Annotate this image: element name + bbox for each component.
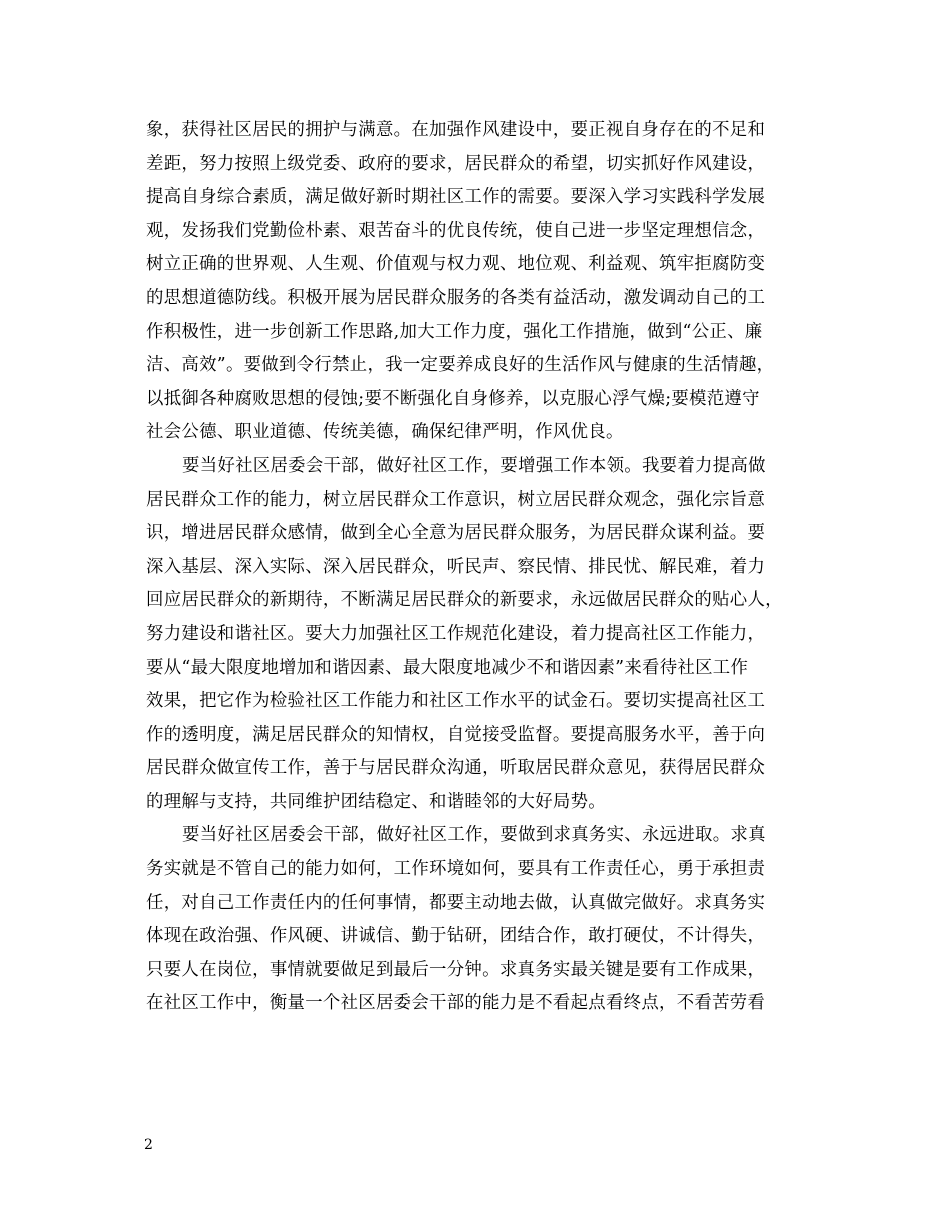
text-line: 任，对自己工作责任内的任何事情，都要主动地去做，认真做完做好。求真务实 bbox=[146, 892, 766, 913]
text-line: 观，发扬我们党勤俭朴素、艰苦奋斗的优良传统，使自己进一步坚定理想信念， bbox=[146, 220, 766, 241]
text-line: 体现在政治强、作风硬、讲诚信、勤于钻研，团结合作，敢打硬仗，不计得失， bbox=[146, 926, 766, 947]
paragraph-start-line: 要当好社区居委会干部，做好社区工作，要做到求真务实、永远进取。求真 bbox=[182, 825, 766, 846]
text-line: 居民群众做宣传工作，善于与居民群众沟通，听取居民群众意见，获得居民群众 bbox=[146, 758, 766, 779]
text-line: 居民群众工作的能力，树立居民群众工作意识，树立居民群众观念，强化宗旨意 bbox=[146, 489, 766, 510]
page-number: 2 bbox=[144, 1137, 153, 1153]
text-line: 洁、高效”。要做到令行禁止，我一定要养成良好的生活作风与健康的生活情趣， bbox=[146, 355, 775, 376]
text-line: 务实就是不管自己的能力如何，工作环境如何，要具有工作责任心，勇于承担责 bbox=[146, 859, 766, 880]
text-line: 社会公德、职业道德、传统美德，确保纪律严明，作风优良。 bbox=[146, 422, 624, 443]
text-line: 差距，努力按照上级党委、政府的要求，居民群众的希望，切实抓好作风建设， bbox=[146, 153, 766, 174]
text-line: 努力建设和谐社区。要大力加强社区工作规范化建设，着力提高社区工作能力， bbox=[146, 623, 766, 644]
text-line: 深入基层、深入实际、深入居民群众，听民声、察民情、排民忧、解民难，着力 bbox=[146, 556, 766, 577]
text-line: 要从“最大限度地增加和谐因素、最大限度地减少不和谐因素”来看待社区工作 bbox=[146, 657, 749, 678]
text-line: 效果，把它作为检验社区工作能力和社区工作水平的试金石。要切实提高社区工 bbox=[146, 691, 766, 712]
body-text bbox=[146, 114, 816, 1021]
text-line: 回应居民群众的新期待，不断满足居民群众的新要求，永远做居民群众的贴心人， bbox=[146, 590, 783, 611]
text-line: 识，增进居民群众感情，做到全心全意为居民群众服务，为居民群众谋利益。要 bbox=[146, 523, 766, 544]
text-line: 在社区工作中，衡量一个社区居委会干部的能力是不看起点看终点，不看苦劳看 bbox=[146, 993, 766, 1014]
paragraph-start-line: 要当好社区居委会干部，做好社区工作，要增强工作本领。我要着力提高做 bbox=[182, 455, 766, 476]
text-line: 树立正确的世界观、人生观、价值观与权力观、地位观、利益观、筑牢拒腐防变 bbox=[146, 254, 766, 275]
text-line: 只要人在岗位，事情就要做足到最后一分钟。求真务实最关键是要有工作成果， bbox=[146, 959, 766, 980]
text-line: 作积极性，进一步创新工作思路,加大工作力度，强化工作措施，做到“公正、廉 bbox=[146, 321, 763, 342]
text-line: 的理解与支持，共同维护团结稳定、和谐睦邻的大好局势。 bbox=[146, 791, 606, 812]
text-line: 提高自身综合素质，满足做好新时期社区工作的需要。要深入学习实践科学发展 bbox=[146, 187, 766, 208]
text-line: 象，获得社区居民的拥护与满意。在加强作风建设中，要正视自身存在的不足和 bbox=[146, 120, 766, 140]
text-line: 作的透明度，满足居民群众的知情权，自觉接受监督。要提高服务水平，善于向 bbox=[146, 724, 766, 745]
text-line: 的思想道德防线。积极开展为居民群众服务的各类有益活动，激发调动自己的工 bbox=[146, 287, 766, 308]
text-line: 以抵御各种腐败思想的侵蚀;要不断强化自身修养，以克服心浮气燥;要模范遵守 bbox=[146, 388, 760, 409]
